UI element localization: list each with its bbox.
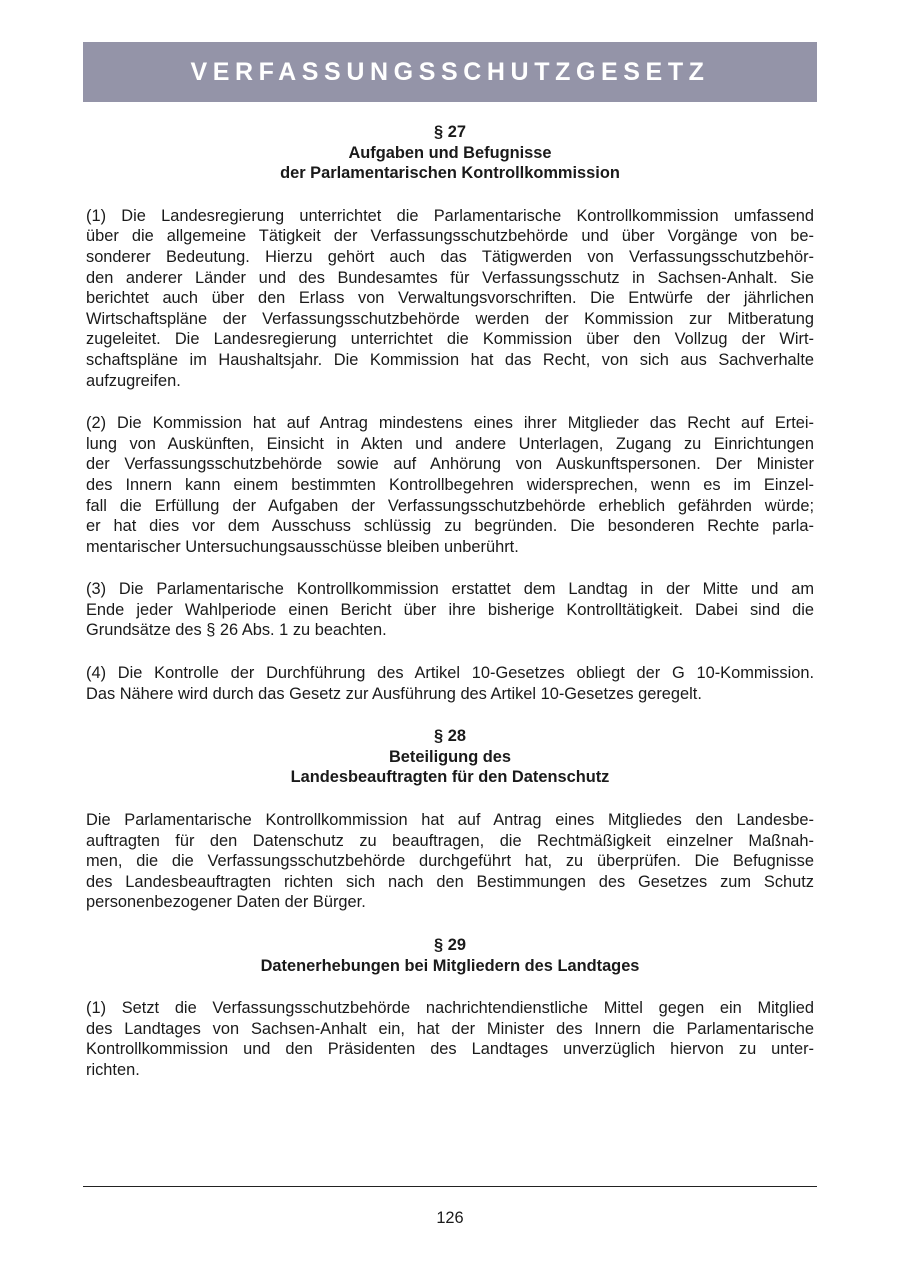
text-line: lung von Auskünften, Einsicht in Akten und andere Unterlagen, Zugang zu Einrichtungen — [86, 434, 814, 453]
text-line: (3) Die Parlamentarische Kontrollkommission erstattet dem Landtag in der Mitte und am — [86, 580, 814, 599]
document-title: VERFASSUNGSSCHUTZGESETZ — [190, 57, 710, 86]
paragraph-27-4 — [86, 663, 814, 704]
text-line: richten. — [86, 1060, 140, 1079]
text-line: Das Nähere wird durch das Gesetz zur Ausführung des Artikel 10-Gesetzes geregelt. — [86, 684, 702, 703]
section-heading-29 — [86, 935, 814, 976]
section-title-line: Aufgaben und Befugnisse — [348, 143, 552, 162]
section-number: § 29 — [434, 936, 466, 954]
text-line: men, die die Verfassungsschutzbehörde durchgeführt hat, zu überprüfen. Die Befugnisse — [86, 852, 814, 871]
footer-divider — [83, 1186, 817, 1187]
text-line: des Innern kann einem bestimmten Kontrollbegehren widersprechen, wenn es im Einzel- — [86, 475, 814, 494]
text-line: sonderer Bedeutung. Hierzu gehört auch das Tätigwerden von Verfassungsschutzbehör- — [86, 247, 814, 266]
paragraph-27-1 — [86, 206, 814, 391]
paragraph-27-3 — [86, 579, 814, 641]
text-line: der Verfassungsschutzbehörde sowie auf Anhörung von Auskunftspersonen. Der Minister — [86, 455, 814, 474]
section-title-line: Datenerhebungen bei Mitgliedern des Landtages — [260, 956, 640, 975]
paragraph-27-2 — [86, 413, 814, 557]
text-line: Kontrollkommission und den Präsidenten des Landtages unverzüglich hiervon zu unter- — [86, 1040, 814, 1059]
section-title-line: der Parlamentarischen Kontrollkommission — [280, 164, 620, 183]
text-line: (1) Die Landesregierung unterrichtet die Parlamentarische Kontrollkommission umfassend — [86, 206, 814, 225]
text-line: fall die Erfüllung der Aufgaben der Verfassungsschutzbehörde erheblich gefährden würde; — [86, 496, 814, 515]
text-line: des Landtages von Sachsen-Anhalt ein, hat der Minister des Innern die Parlamentarische — [86, 1019, 814, 1038]
text-line: Wirtschaftspläne der Verfassungsschutzbehörde werden der Kommission zur Mitberatung — [86, 309, 814, 328]
text-line: mentarischer Untersuchungsausschüsse bleiben unberührt. — [86, 537, 519, 556]
text-line: Ende jeder Wahlperiode einen Bericht über ihre bisherige Kontrolltätigkeit. Dabei sind die — [86, 600, 814, 619]
text-line: auftragten für den Datenschutz zu beauftragen, die Rechtmäßigkeit einzelner Maßnah- — [86, 831, 814, 850]
text-line: aufzugreifen. — [86, 371, 181, 390]
paragraph-28 — [86, 810, 814, 913]
text-line: schaftspläne im Haushaltsjahr. Die Kommission hat das Recht, von sich aus Sachverhalte — [86, 350, 814, 369]
text-line: er hat dies vor dem Ausschuss schlüssig zu begründen. Die besonderen Rechte parla- — [86, 517, 814, 536]
paragraph-29-1 — [86, 998, 814, 1080]
section-title-line: Landesbeauftragten für den Datenschutz — [290, 768, 610, 787]
section-heading-28 — [86, 726, 814, 788]
text-line: Die Parlamentarische Kontrollkommission hat auf Antrag eines Mitgliedes den Landesbe- — [86, 811, 814, 830]
section-heading-27 — [86, 122, 814, 184]
text-line: Grundsätze des § 26 Abs. 1 zu beachten. — [86, 621, 387, 640]
text-line: (2) Die Kommission hat auf Antrag mindestens eines ihrer Mitglieder das Recht auf Ertei- — [86, 414, 814, 433]
header-band — [83, 42, 817, 102]
text-line: des Landesbeauftragten richten sich nach den Bestimmungen des Gesetzes zum Schutz — [86, 872, 814, 891]
text-line: (4) Die Kontrolle der Durchführung des Artikel 10-Gesetzes obliegt der G 10-Kommission. — [86, 664, 814, 683]
page-number: 126 — [436, 1209, 464, 1227]
section-number: § 28 — [434, 727, 466, 746]
text-line: über die allgemeine Tätigkeit der Verfassungsschutzbehörde und über Vorgänge von be- — [86, 227, 814, 246]
section-title-line: Beteiligung des — [388, 747, 512, 766]
text-line: personenbezogener Daten der Bürger. — [86, 893, 366, 912]
text-line: berichtet auch über den Erlass von Verwaltungsvorschriften. Die Entwürfe der jährlichen — [86, 289, 814, 308]
section-number: § 27 — [434, 123, 466, 141]
text-line: den anderer Länder und des Bundesamtes für Verfassungsschutz in Sachsen-Anhalt. Sie — [86, 268, 814, 287]
text-line: (1) Setzt die Verfassungsschutzbehörde nachrichtendienstliche Mittel gegen ein Mitglied — [86, 999, 814, 1018]
text-line: zugeleitet. Die Landesregierung unterrichtet die Kommission über den Vollzug der Wirt- — [86, 330, 814, 349]
page-content — [86, 122, 814, 1081]
